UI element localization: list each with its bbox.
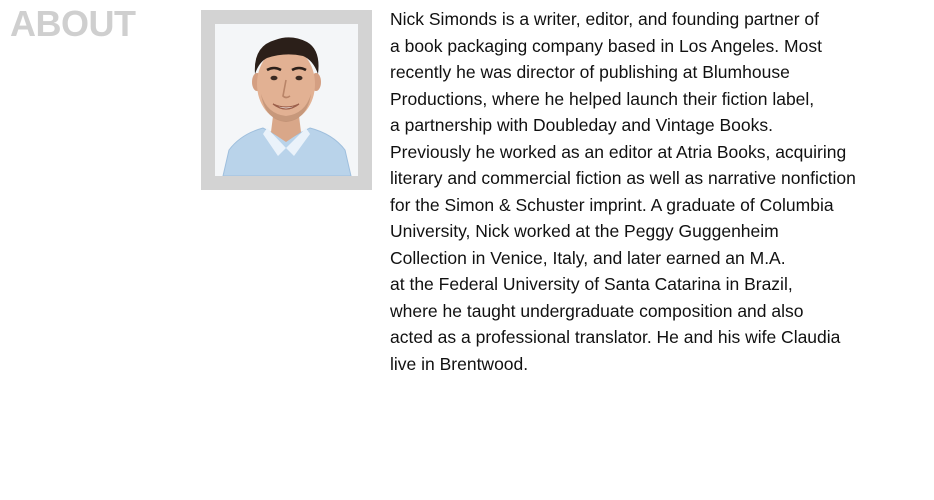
person-portrait-icon bbox=[215, 24, 358, 176]
bio-line: acted as a professional translator. He and his wife Claudia bbox=[390, 327, 841, 347]
bio-line: Productions, where he helped launch their fiction label, bbox=[390, 88, 815, 109]
bio-line: for the Simon & Schuster imprint. A graduate of Columbia bbox=[390, 194, 834, 215]
bio-line: Collection in Venice, Italy, and later earned an M.A. bbox=[390, 247, 786, 268]
bio-line: a book packaging company based in Los Angeles. Most bbox=[390, 35, 822, 56]
profile-photo bbox=[215, 24, 358, 176]
bio-line: literary and commercial fiction as well as narrative nonfiction bbox=[390, 168, 856, 188]
profile-photo-frame bbox=[201, 10, 372, 190]
bio-line: live in Brentwood. bbox=[390, 353, 529, 374]
bio-line: where he taught undergraduate composition and also bbox=[390, 300, 804, 321]
bio-line: University, Nick worked at the Peggy Guggenheim bbox=[390, 221, 779, 241]
bio-text bbox=[390, 6, 926, 377]
bio-line: a partnership with Doubleday and Vintage Books. bbox=[390, 115, 773, 135]
section-heading: ABOUT bbox=[10, 3, 136, 44]
bio-line: Previously he worked as an editor at Atria Books, acquiring bbox=[390, 141, 847, 162]
bio-line: Nick Simonds is a writer, editor, and founding partner of bbox=[390, 9, 819, 29]
bio-line: recently he was director of publishing at Blumhouse bbox=[390, 62, 790, 82]
bio-line: at the Federal University of Santa Catarina in Brazil, bbox=[390, 274, 793, 294]
